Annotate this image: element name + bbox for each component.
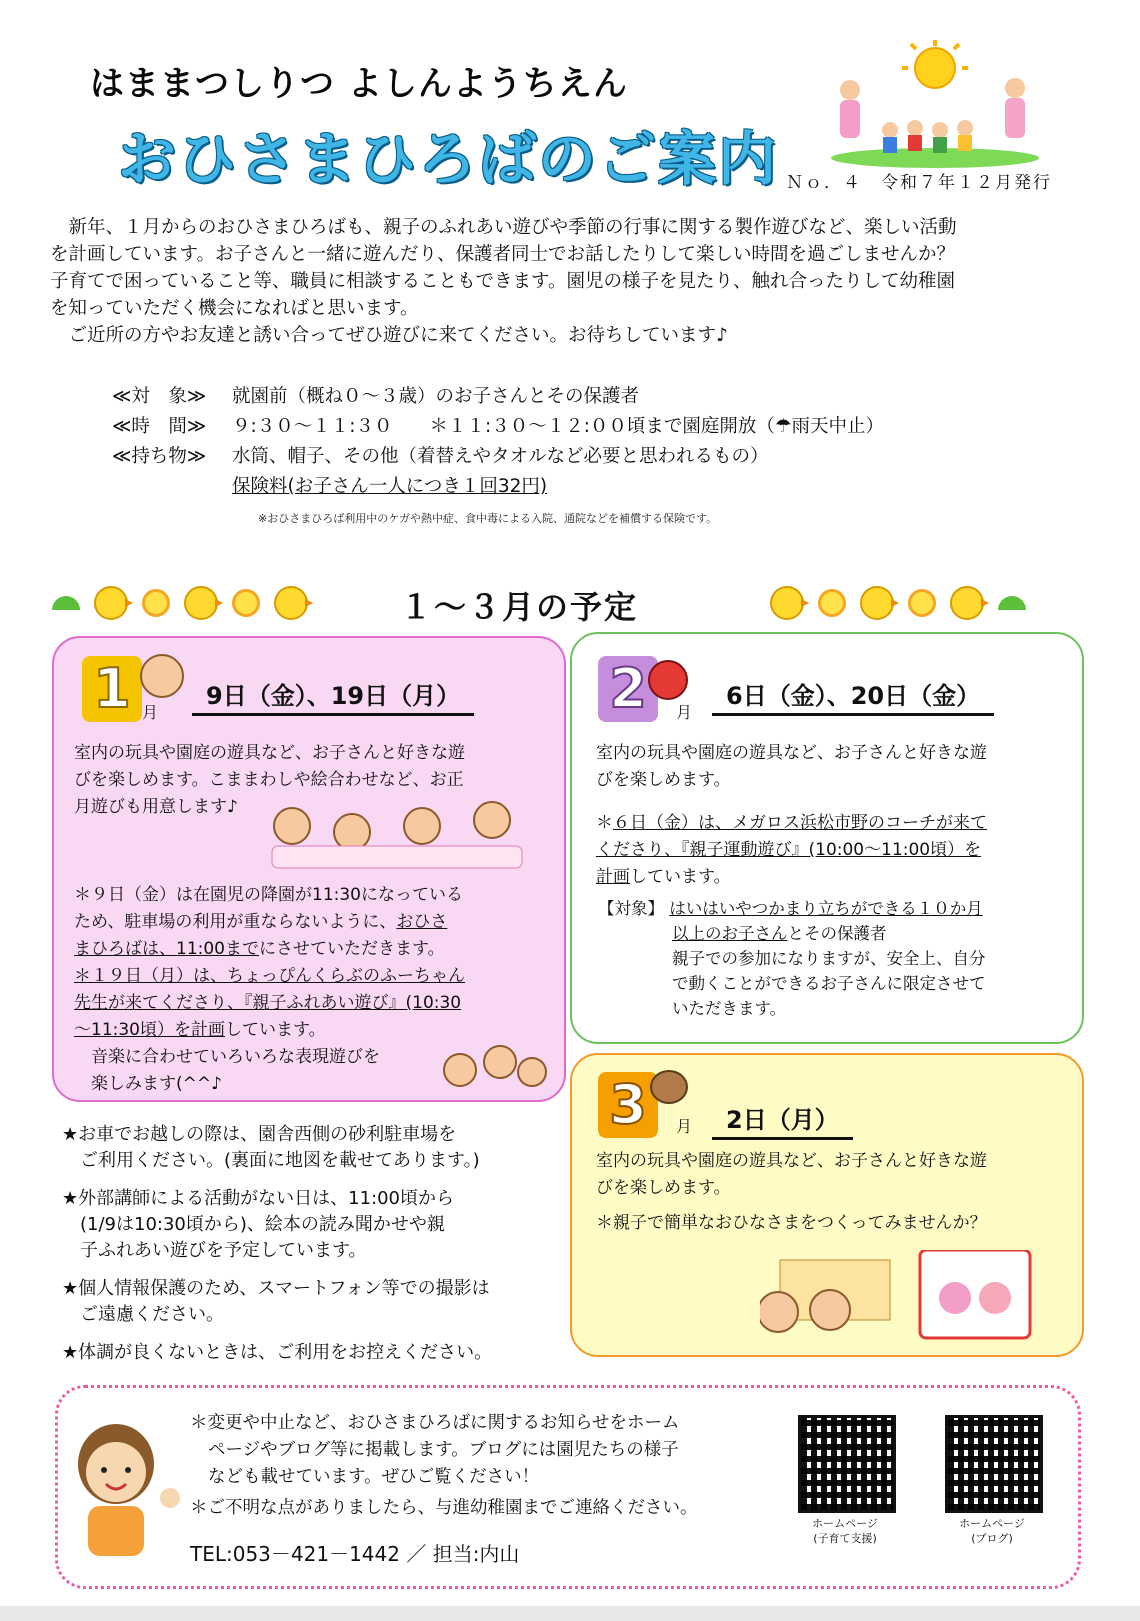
february-dates: 6日（金）、20日（金） <box>712 676 994 716</box>
note-line: ＊６日（金）は、メガロス浜松市野のコーチが来て <box>596 813 987 833</box>
desc-line: 室内の玩具や園庭の遊具など、お子さんと好きな遊 <box>596 1151 987 1171</box>
desc-line: 月遊びも用意します♪ <box>74 797 238 817</box>
sprout-icon <box>52 596 80 610</box>
february-badge: 2 <box>598 656 658 722</box>
teacher-illustration <box>66 1420 186 1560</box>
issue-number: Ｎｏ．４ 令和７年１２月発行 <box>786 173 1052 193</box>
contact-tel: TEL:053－421－1442 ／ 担当:内山 <box>190 1542 520 1566</box>
note-line: ＊９日（金）は在園児の降園が11:30になっている <box>74 885 463 905</box>
intro-line: を計画しています。お子さんと一緒に遊んだり、保護者同士でお話したりして楽しい時間を過ごしませんか？ <box>50 244 956 265</box>
homepage-qr-code[interactable] <box>798 1415 896 1513</box>
note-line: くださり、『親子運動遊び』(10:00～11:00頃）を <box>596 840 982 860</box>
contact-text <box>190 1410 790 1522</box>
note-line: 楽しみます(^^♪ <box>74 1074 222 1094</box>
contact-line: ページやブログ等に掲載します。ブログには園児たちの様子 <box>208 1440 679 1460</box>
desc-line: 室内の玩具や園庭の遊具など、お子さんと好きな遊 <box>74 743 465 763</box>
note-item: ★お車でお越しの際は、園舎西側の砂利駐車場を ご利用ください。(裏面に地図を載せてあります。) <box>62 1124 480 1171</box>
march-description <box>596 1148 1066 1237</box>
month-suffix: 月 <box>676 703 693 722</box>
schedule-title: １～３月の予定 <box>400 588 639 626</box>
children-icon <box>840 78 1025 153</box>
music-children-illustration <box>430 1040 550 1100</box>
info-time <box>112 412 884 442</box>
intro-line: 子育てで困っていること等、職員に相談することもできます。園児の様子を見たり、触れ合ったりして幼稚園 <box>50 271 956 292</box>
desc-line: 室内の玩具や園庭の遊具など、お子さんと好きな遊 <box>596 743 987 763</box>
general-notes <box>62 1122 562 1378</box>
school-name: はままつしりつ よしんようちえん <box>90 64 628 104</box>
info-value: ９:３０～１１:３０ ＊１１:３０～１２:００頃まで園庭開放（☂雨天中止） <box>232 416 885 437</box>
contact-line: ＊ご不明な点がありましたら、与進幼稚園までご連絡ください。 <box>190 1498 698 1518</box>
desc-line: びを楽しめます。 <box>596 1178 731 1198</box>
target-line: 以上のお子さんとその保護者 <box>672 924 887 943</box>
note-item: ★体調が良くないときは、ご利用をお控えください。 <box>62 1342 493 1363</box>
chick-icon <box>184 586 218 620</box>
page-title: おひさまひろばのご案内 <box>118 125 779 193</box>
desc-line: びを楽しめます。こままわしや絵合わせなど、お正 <box>74 770 464 790</box>
sun-children-illustration <box>830 40 1040 170</box>
chick-icon <box>950 586 984 620</box>
month-suffix: 月 <box>676 1117 693 1136</box>
chick-icon <box>94 586 128 620</box>
qr-label: ホームページ (ブログ) <box>959 1517 1025 1545</box>
info-insurance <box>112 472 884 502</box>
february-notes <box>596 810 1066 891</box>
info-items <box>112 442 884 472</box>
sun-icon <box>902 40 968 88</box>
qr-label: ホームページ (子育て支援) <box>812 1517 878 1545</box>
january-badge: 1 <box>82 656 142 722</box>
note-item: ★外部講師による活動がない日は、11:00頃から (1/9は10:30頃から)、絵本の読み聞かせや親 子ふれあい遊びを予定しています。 <box>62 1188 455 1261</box>
intro-line: 新年、１月からのおひさまひろばも、親子のふれあい遊びや季節の行事に関する製作遊びなど、楽しい活動 <box>50 217 957 238</box>
target-line: 【対象】 はいはいやつかまり立ちができる１０か月 <box>598 899 983 918</box>
target-line: 親子での参加になりますが、安全上、自分 <box>672 949 986 968</box>
child-icon <box>140 654 184 698</box>
info-list <box>112 382 884 502</box>
intro-line: ご近所の方やお友達と誘い合ってぜひ遊びに来てください。お待ちしています♪ <box>50 325 728 346</box>
note-line: ＊１９日（月）は、ちょっぴんくらぶのふーちゃん <box>74 966 465 986</box>
desc-line: ＊親子で簡単なおひなさまをつくってみませんか？ <box>596 1213 987 1233</box>
february-description <box>596 740 1066 794</box>
march-badge: 3 <box>598 1072 658 1138</box>
oni-icon <box>648 660 688 700</box>
note-line: 先生が来てくださり、『親子ふれあい遊び』(10:30 <box>74 993 462 1013</box>
note-line: ～11:30頃）を計画しています。 <box>74 1020 326 1040</box>
flower-icon <box>232 589 260 617</box>
contact-line: ＊変更や中止など、おひさまひろばに関するお知らせをホーム <box>190 1413 680 1433</box>
target-line: いただきます。 <box>672 999 787 1018</box>
february-target <box>598 896 1068 1021</box>
intro-paragraph <box>50 214 1110 349</box>
contact-line: なども載せています。ぜひご覧ください！ <box>208 1467 540 1487</box>
flower-icon <box>908 589 936 617</box>
intro-line: を知っていただく機会になればと思います。 <box>50 298 419 319</box>
info-target <box>112 382 884 412</box>
info-value: 就園前（概ね０～３歳）のお子さんとその保護者 <box>232 386 640 407</box>
info-key: ≪持ち物≫ <box>112 446 207 467</box>
decoration-left <box>52 583 308 623</box>
sprout-icon <box>998 596 1026 610</box>
desc-line: びを楽しめます。 <box>596 770 731 790</box>
note-line: まひろばは、11:00までにさせていただきます。 <box>74 939 445 959</box>
info-value: 水筒、帽子、その他（着替えやタオルなど必要と思われるもの） <box>232 446 769 467</box>
note-line: 音楽に合わせていろいろな表現遊びを <box>74 1047 380 1067</box>
note-item: ★個人情報保護のため、スマートフォン等での撮影は ご遠慮ください。 <box>62 1278 490 1325</box>
info-key: ≪時 間≫ <box>112 416 207 437</box>
chick-icon <box>770 586 804 620</box>
march-dates: 2日（月） <box>712 1100 853 1140</box>
insurance-note: ※おひさまひろば利用中のケガや熱中症、食中毒による入院、通院などを補償する保険です。 <box>258 512 718 525</box>
blog-qr-code[interactable] <box>945 1415 1043 1513</box>
january-dates: 9日（金）、19日（月） <box>192 676 474 716</box>
flower-icon <box>142 589 170 617</box>
insurance-value: 保険料(お子さん一人につき１回32円) <box>232 476 548 497</box>
flower-icon <box>818 589 846 617</box>
decoration-right <box>770 583 1026 623</box>
dog-icon <box>650 1070 688 1104</box>
info-key: ≪対 象≫ <box>112 386 207 407</box>
hina-dolls-illustration <box>760 1250 1060 1340</box>
note-line: ため、駐車場の利用が重ならないように、おひさ <box>74 912 448 932</box>
target-line: で動くことができるお子さんに限定させて <box>672 974 986 993</box>
note-line: 計画しています。 <box>596 867 731 887</box>
chick-icon <box>274 586 308 620</box>
bottom-edge <box>0 1606 1140 1621</box>
children-playing-illustration <box>252 796 542 876</box>
month-suffix: 月 <box>142 703 159 722</box>
chick-icon <box>860 586 894 620</box>
